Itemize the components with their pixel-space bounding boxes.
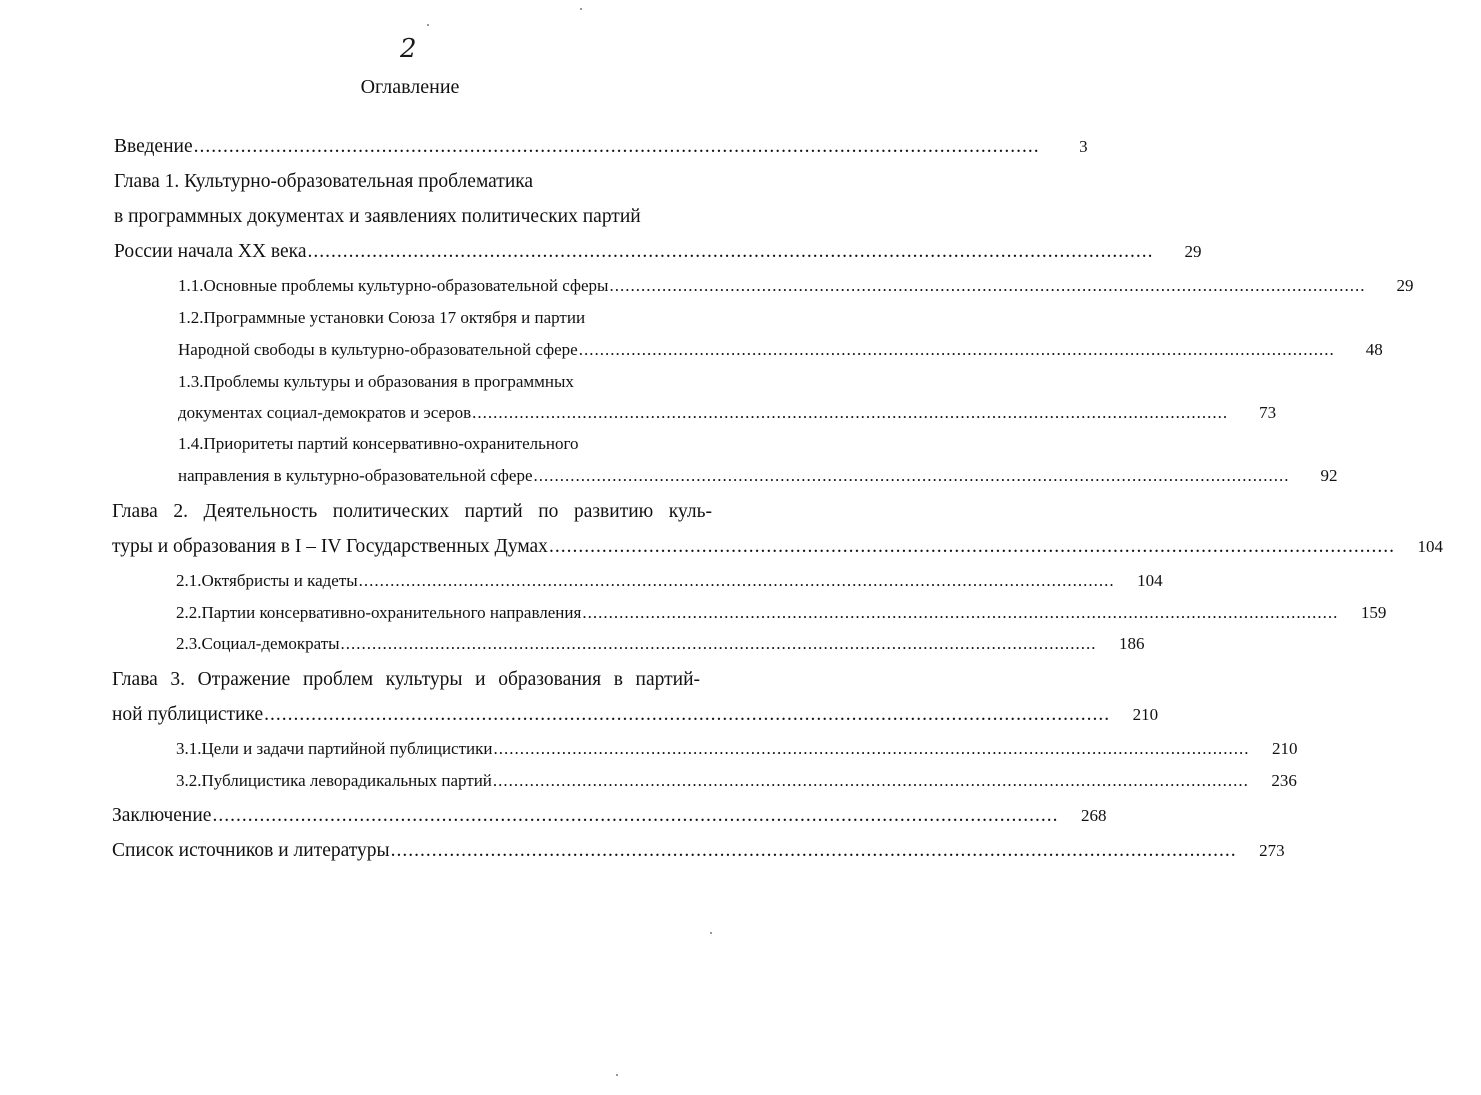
scan-speck [427, 24, 429, 26]
dot-leader: ................................................................................................................................................ [492, 771, 1249, 790]
toc-page-number: 268 [1080, 806, 1107, 825]
toc-entry-sources [0, 840, 1285, 862]
toc-chapter-3-line-2 [0, 704, 1159, 726]
dot-leader: ................................................................................................................................................ [548, 536, 1395, 557]
toc-page-number: 3 [1079, 137, 1088, 156]
dot-leader: ................................................................................................................................................ [533, 466, 1290, 485]
toc-chapter-1-line-3 [0, 241, 1202, 263]
scan-speck [580, 8, 582, 10]
toc-page-number: 104 [1137, 571, 1163, 590]
dot-leader: ................................................................................................................................................ [582, 603, 1339, 622]
toc-entry-text: ной публицистике [112, 704, 264, 725]
toc-chapter-1-line-1 [0, 171, 798, 193]
dot-leader: ................................................................................................................................................ [578, 340, 1335, 359]
toc-entry-text: России начала XX века [114, 241, 307, 262]
dot-leader: ................................................................................................................................................ [264, 704, 1111, 725]
toc-entry-conclusion [0, 805, 1107, 827]
dot-leader: ................................................................................................................................................ [609, 276, 1366, 295]
toc-section-1-4-line-2 [0, 466, 1338, 486]
dot-leader: ................................................................................................................................................ [390, 840, 1237, 861]
dot-leader: ................................................................................................................................................ [307, 241, 1154, 262]
toc-entry-text: 1.4.Приоритеты партий консервативно-охранительного [178, 434, 579, 453]
toc-chapter-1-line-2 [0, 206, 798, 228]
toc-entry-text: 2.3.Социал-демократы [176, 634, 340, 653]
toc-section-1-3-line-2 [0, 403, 1277, 423]
toc-chapter-3-line-1 [112, 669, 700, 691]
toc-page-number: 236 [1271, 771, 1297, 790]
toc-section-1-1 [0, 276, 1414, 296]
toc-entry-text: Глава 1. Культурно-образовательная проблематика [114, 171, 534, 192]
scan-speck [616, 1074, 618, 1076]
toc-page-number: 48 [1365, 340, 1383, 359]
toc-entry-intro [0, 136, 1088, 158]
toc-page-number: 29 [1396, 276, 1414, 295]
page-title: Оглавление [360, 76, 460, 98]
toc-page-number: 273 [1259, 841, 1285, 860]
toc-entry-text: 2.1.Октябристы и кадеты [176, 571, 358, 590]
toc-entry-text: 1.1.Основные проблемы культурно-образовательной сферы [178, 276, 609, 295]
toc-page-number: 159 [1360, 603, 1387, 622]
toc-entry-text: Введение [114, 136, 193, 157]
dot-leader: ................................................................................................................................................ [340, 634, 1097, 653]
dot-leader: ................................................................................................................................................ [212, 805, 1059, 826]
scan-speck [710, 932, 712, 934]
handwritten-page-number: 2 [400, 34, 417, 64]
dot-leader: ................................................................................................................................................ [493, 739, 1250, 758]
toc-page-number: 186 [1119, 634, 1145, 653]
toc-page-number: 73 [1259, 403, 1277, 422]
toc-chapter-2-line-2 [0, 536, 1443, 558]
toc-page-number: 210 [1271, 739, 1298, 758]
toc-section-3-2 [0, 771, 1297, 791]
toc-entry-text: 2.2.Партии консервативно-охранительного направления [176, 603, 582, 622]
toc-entry-text: Глава 3. Отражение проблем культуры и образования в партий- [112, 669, 700, 690]
toc-entry-text: в программных документах и заявлениях политических партий [114, 206, 641, 227]
toc-chapter-2-line-1 [112, 501, 712, 523]
toc-entry-text: документах социал-демократов и эсеров [178, 403, 472, 422]
toc-entry-text: туры и образования в I – IV Государственных Думах [112, 536, 548, 557]
toc-entry-text: 3.2.Публицистика леворадикальных партий [176, 771, 492, 790]
toc-entry-text: 3.1.Цели и задачи партийной публицистики [176, 739, 493, 758]
dot-leader: ................................................................................................................................................ [193, 136, 1040, 157]
toc-entry-text: Народной свободы в культурно-образовательной сфере [178, 340, 578, 359]
toc-section-2-2 [0, 603, 1387, 623]
dot-leader: ................................................................................................................................................ [358, 571, 1115, 590]
toc-page-number: 210 [1132, 705, 1159, 724]
dot-leader: ................................................................................................................................................ [472, 403, 1229, 422]
toc-entry-text: Список источников и литературы [112, 840, 390, 861]
toc-section-2-1 [0, 571, 1163, 591]
toc-section-1-4-line-1 [0, 434, 798, 454]
toc-entry-text: 1.2.Программные установки Союза 17 октября и партии [178, 308, 586, 327]
toc-entry-text: 1.3.Проблемы культуры и образования в программных [178, 372, 574, 391]
toc-section-1-2-line-2 [0, 340, 1383, 360]
toc-entry-text: Глава 2. Деятельность политических партий по развитию куль- [112, 501, 712, 522]
toc-page-number: 92 [1320, 466, 1338, 485]
toc-section-3-1 [0, 739, 1298, 759]
toc-entry-text: Заключение [112, 805, 212, 826]
toc-section-2-3 [0, 634, 1145, 654]
toc-page-number: 29 [1184, 242, 1202, 261]
toc-section-1-2-line-1 [0, 308, 798, 328]
toc-section-1-3-line-1 [0, 372, 798, 392]
toc-page-number: 104 [1417, 537, 1443, 556]
toc-entry-text: направления в культурно-образовательной сфере [178, 466, 533, 485]
